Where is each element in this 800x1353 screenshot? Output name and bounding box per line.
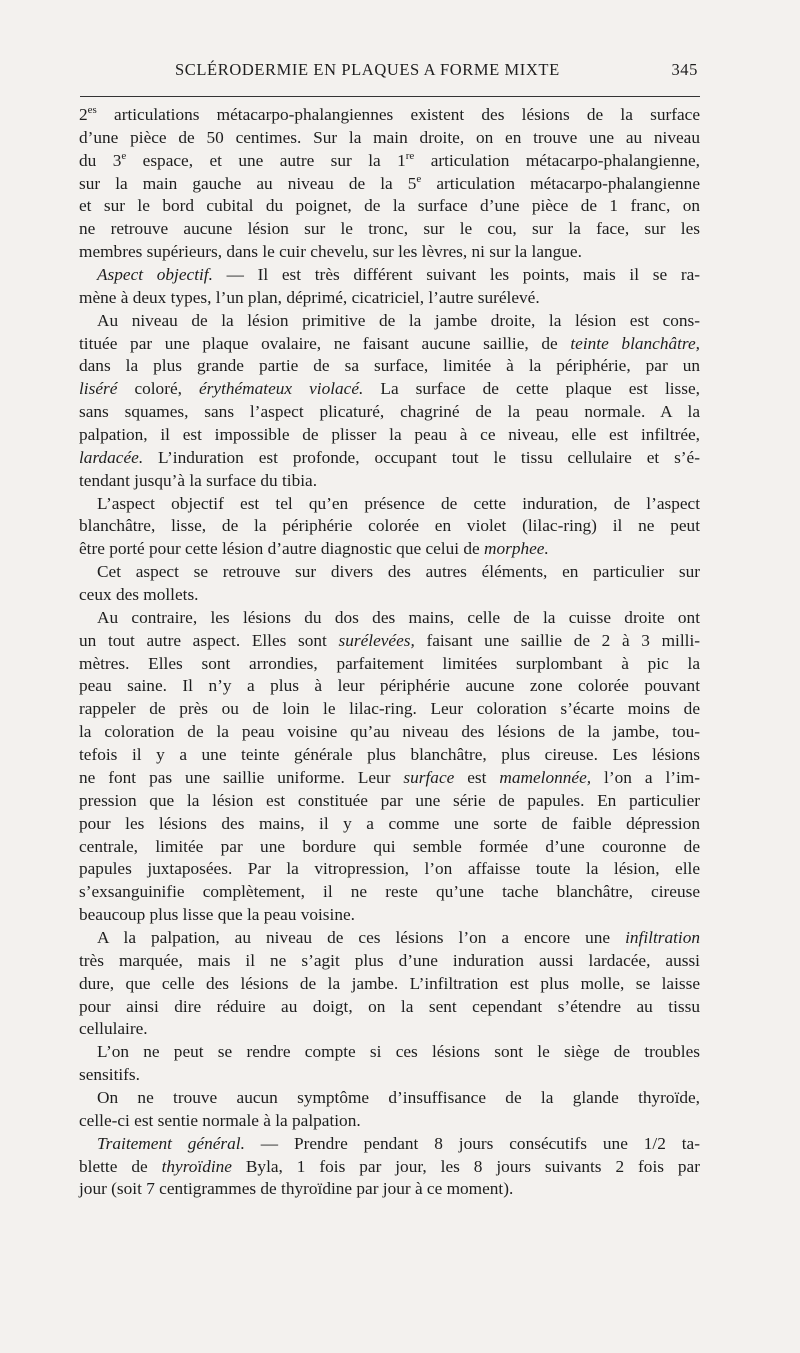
text-segment: On ne trouve aucun symptôme d’insuffisance de la glande thyroïde, bbox=[97, 1087, 700, 1107]
italic-text: teinte blanchâtre, bbox=[570, 333, 700, 353]
text-segment: un tout autre aspect. Elles sont bbox=[79, 630, 339, 650]
text-line bbox=[79, 1018, 700, 1041]
text-line bbox=[79, 1156, 700, 1179]
text-segment: très marquée, mais il ne s’agit plus d’une induration aussi lardacée, aussi bbox=[79, 950, 700, 970]
text-segment: ceux des mollets. bbox=[79, 585, 199, 605]
text-segment: articulation métacarpo-phalangienne bbox=[421, 173, 700, 193]
superscript: re bbox=[405, 149, 415, 162]
text-line bbox=[79, 104, 700, 127]
text-segment: Au contraire, les lésions du dos des mains, celle de la cuisse droite ont bbox=[97, 607, 700, 627]
text-segment: papules juxtaposées. Par la vitropression, l’on affaisse toute la lésion, elle bbox=[79, 859, 700, 879]
italic-text: Aspect objectif. bbox=[97, 265, 213, 285]
text-line bbox=[79, 698, 700, 721]
body-text bbox=[79, 104, 700, 1201]
italic-text: mamelonnée, bbox=[499, 767, 592, 787]
text-segment: celle-ci est sentie normale à la palpation. bbox=[79, 1110, 361, 1130]
text-segment: blette de bbox=[79, 1156, 162, 1176]
text-line bbox=[79, 653, 700, 676]
text-line bbox=[79, 173, 700, 196]
text-segment: beaucoup plus lisse que la peau voisine. bbox=[79, 905, 355, 925]
italic-text: surélevées, bbox=[338, 630, 415, 650]
text-segment: 2 bbox=[79, 105, 88, 124]
text-segment: sans squames, sans l’aspect plicaturé, chagriné de la peau normale. A la bbox=[79, 402, 700, 422]
text-line bbox=[79, 150, 700, 173]
text-line bbox=[79, 355, 700, 378]
text-segment: la coloration de la peau voisine qu’au niveau des lésions de la jambe, tou- bbox=[79, 722, 700, 742]
text-line bbox=[79, 813, 700, 836]
text-segment: faisant une saillie de 2 à 3 milli- bbox=[414, 630, 700, 650]
text-line bbox=[79, 424, 700, 447]
text-segment: articulations métacarpo-phalangiennes existent des lésions de la surface bbox=[96, 105, 700, 124]
text-segment: pression que la lésion est constituée par une série de papules. En particulier bbox=[79, 790, 700, 810]
text-segment: pour ainsi dire réduire au doigt, on la sent cependant s’étendre au tissu bbox=[79, 996, 700, 1016]
text-segment: coloré, bbox=[117, 379, 199, 399]
text-segment: Byla, 1 fois par jour, les 8 jours suivants 2 fois par bbox=[231, 1156, 700, 1176]
text-line bbox=[79, 744, 700, 767]
text-segment: être porté pour cette lésion d’autre diagnostic que celui de bbox=[79, 539, 484, 559]
text-segment: rappeler de près ou de loin le lilac-ring. Leur coloration s’écarte moins de bbox=[79, 699, 700, 719]
text-segment: L’induration est profonde, occupant tout le tissu cellulaire et s’é- bbox=[143, 447, 700, 467]
text-line bbox=[79, 584, 700, 607]
text-segment: s’exsanguinifie complètement, il ne reste qu’une tache blanchâtre, cireuse bbox=[79, 882, 700, 902]
text-segment: Cet aspect se retrouve sur divers des autres éléments, en particulier sur bbox=[97, 562, 700, 582]
text-segment: d’une pièce de 50 centimes. Sur la main droite, on en trouve une au niveau bbox=[79, 127, 700, 147]
text-line bbox=[79, 241, 700, 264]
text-segment: dure, que celle des lésions de la jambe. L’infiltration est plus molle, se laisse bbox=[79, 973, 700, 993]
text-line bbox=[79, 378, 700, 401]
text-segment: — Il est très différent suivant les points, mais il se ra- bbox=[212, 265, 701, 285]
text-line bbox=[79, 1110, 700, 1133]
text-segment: peau saine. Il n’y a plus à leur périphérie aucune zone colorée pouvant bbox=[79, 676, 700, 696]
running-head bbox=[80, 60, 700, 84]
text-segment: mène à deux types, l’un plan, déprimé, cicatriciel, l’autre surélevé. bbox=[79, 287, 540, 307]
italic-text: lardacée. bbox=[79, 447, 144, 467]
text-segment: La surface de cette plaque est lisse, bbox=[363, 379, 700, 399]
superscript: e bbox=[416, 172, 422, 185]
text-line bbox=[79, 264, 700, 287]
text-line bbox=[79, 996, 700, 1019]
text-line bbox=[79, 401, 700, 424]
text-line bbox=[79, 973, 700, 996]
italic-text: thyroïdine bbox=[161, 1156, 232, 1176]
text-segment: espace, et une autre sur la 1 bbox=[126, 150, 406, 170]
text-segment: jour (soit 7 centigrammes de thyroïdine par jour à ce moment). bbox=[79, 1179, 514, 1199]
text-segment: ne retrouve aucune lésion sur le tronc, sur le cou, sur la face, sur les bbox=[79, 219, 700, 239]
italic-text: surface bbox=[403, 767, 455, 787]
text-segment: L’aspect objectif est tel qu’en présence de cette induration, de l’aspect bbox=[97, 493, 700, 513]
text-line bbox=[79, 447, 700, 470]
text-line bbox=[79, 790, 700, 813]
text-segment: pour les lésions des mains, il y a comme une sorte de faible dépression bbox=[79, 813, 700, 833]
italic-text: Traitement général. bbox=[97, 1133, 245, 1153]
text-segment: — Prendre pendant 8 jours consécutifs une 1/2 ta- bbox=[244, 1133, 700, 1153]
text-segment: sensitifs. bbox=[79, 1065, 140, 1085]
text-line bbox=[79, 493, 700, 516]
text-line bbox=[79, 470, 700, 493]
text-line bbox=[79, 950, 700, 973]
italic-text: liséré bbox=[79, 379, 118, 399]
text-line bbox=[79, 310, 700, 333]
text-segment: est bbox=[454, 767, 500, 787]
text-line bbox=[79, 1087, 700, 1110]
text-segment: l’on a l’im- bbox=[591, 767, 700, 787]
text-line bbox=[79, 1041, 700, 1064]
page-number: 345 bbox=[671, 60, 698, 79]
superscript: es bbox=[87, 104, 97, 117]
text-line bbox=[79, 630, 700, 653]
text-segment: mètres. Elles sont arrondies, parfaitement limitées surplombant à pic la bbox=[79, 653, 700, 673]
text-line bbox=[79, 675, 700, 698]
text-segment: sur la main gauche au niveau de la 5 bbox=[79, 173, 417, 193]
text-line bbox=[79, 607, 700, 630]
text-line bbox=[79, 836, 700, 859]
text-segment: tefois il y a une teinte générale plus blanchâtre, plus cireuse. Les lésions bbox=[79, 745, 700, 765]
text-segment: articulation métacarpo-phalangienne, bbox=[414, 150, 700, 170]
text-line bbox=[79, 515, 700, 538]
text-line bbox=[79, 881, 700, 904]
text-line bbox=[79, 218, 700, 241]
text-line bbox=[79, 927, 700, 950]
running-title: SCLÉRODERMIE EN PLAQUES A FORME MIXTE bbox=[175, 60, 560, 79]
text-segment: dans la plus grande partie de sa surface, limitée à la périphérie, par un bbox=[79, 356, 700, 376]
text-segment: Au niveau de la lésion primitive de la jambe droite, la lésion est cons- bbox=[97, 310, 700, 330]
text-segment: ne font pas une saillie uniforme. Leur bbox=[79, 767, 404, 787]
text-line bbox=[79, 1178, 700, 1201]
text-segment: palpation, il est impossible de plisser la peau à ce niveau, elle est infiltrée, bbox=[79, 425, 700, 445]
text-segment: L’on ne peut se rendre compte si ces lésions sont le siège de troubles bbox=[97, 1042, 700, 1062]
text-segment: membres supérieurs, dans le cuir chevelu, sur les lèvres, ni sur la langue. bbox=[79, 242, 582, 262]
text-line bbox=[79, 333, 700, 356]
header-rule bbox=[80, 96, 700, 97]
text-line bbox=[79, 561, 700, 584]
text-line bbox=[79, 721, 700, 744]
text-line bbox=[79, 767, 700, 790]
text-segment: tituée par une plaque ovalaire, ne faisant aucune saillie, de bbox=[79, 333, 571, 353]
italic-text: morphee. bbox=[484, 539, 549, 559]
text-segment: A la palpation, au niveau de ces lésions l’on a encore une bbox=[97, 927, 626, 947]
italic-text: infiltration bbox=[625, 927, 700, 947]
text-line bbox=[79, 1064, 700, 1087]
text-line bbox=[79, 858, 700, 881]
text-segment: centrale, limitée par une bordure qui semble formée d’une couronne de bbox=[79, 836, 700, 856]
text-line bbox=[79, 287, 700, 310]
superscript: e bbox=[121, 149, 127, 162]
text-line bbox=[79, 538, 700, 561]
text-segment: du 3 bbox=[79, 150, 122, 170]
text-line bbox=[79, 904, 700, 927]
text-segment: cellulaire. bbox=[79, 1019, 148, 1039]
text-segment: et sur le bord cubital du poignet, de la surface d’une pièce de 1 franc, on bbox=[79, 196, 700, 216]
text-segment: blanchâtre, lisse, de la périphérie colorée en violet (lilac-ring) il ne peut bbox=[79, 516, 700, 536]
text-line bbox=[79, 1133, 700, 1156]
text-segment: tendant jusqu’à la surface du tibia. bbox=[79, 470, 318, 490]
text-line bbox=[79, 195, 700, 218]
italic-text: érythémateux violacé. bbox=[199, 379, 364, 399]
text-line bbox=[79, 127, 700, 150]
